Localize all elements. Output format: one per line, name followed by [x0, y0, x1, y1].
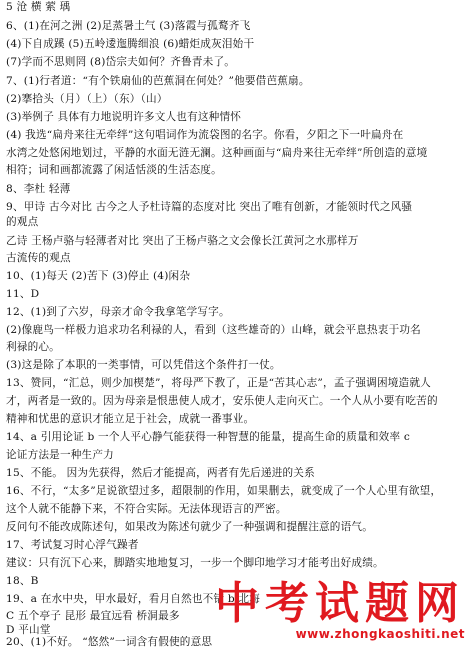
answer-line-20: 20、(1)不好。 “悠然”一词含有假使的意思 — [6, 636, 213, 648]
answer-line-15: 15、不能。 因为先获得，然后才能提高，两者有先后递进的关系 — [6, 467, 315, 479]
answer-line-9b: 的观点 — [6, 216, 39, 228]
answer-line-14b: 论证方法是一种生产力 — [6, 449, 114, 461]
answer-line-6c: (7)学而不思则罔 (8)岱宗夫如何？齐鲁青未了。 — [6, 56, 236, 68]
answer-line-12b: (2)像鹿鸟一样极力追求功名利禄的人，看到（这些雄奇的）山峰，就会平息热衷于功名 — [6, 324, 421, 336]
answer-line-19a: 19、a 在水中央，甲水最好，看月自然也不错 b 北海 — [6, 593, 260, 605]
answer-line-9a: 9、甲诗 古今对比 古今之人予杜诗篇的态度对比 突出了唯有创新，才能领时代之风骚 — [6, 201, 413, 213]
answer-line-7f: 相符；词和画都流露了闲适恬淡的生活态度。 — [6, 164, 222, 176]
answer-line-17a: 17、考试复习时心浮气躁者 — [6, 539, 139, 551]
answer-line-11: 11、D — [6, 288, 40, 300]
answer-line-7e: 水湾之处悠闲地划过，平静的水面无涟无澜。这种画面与“扁舟来往无牵绊”所创造的意境 — [6, 147, 428, 159]
answer-line-7b: (2)搴拾头（月）（上）（东）（山） — [6, 93, 168, 105]
answer-line-7c: (3)举例子 具体有力地说明许多文人也有这种情怀 — [6, 111, 242, 123]
answer-line-17b: 建议：只有沉下心来，脚踏实地地复习，一步一个脚印地学习才能考出好成绩。 — [6, 557, 384, 569]
answer-line-12d: (3)这是除了本职的一类事情，可以凭借这个条件打一仗。 — [6, 359, 281, 371]
answer-line-14a: 14、a 引用论证 b 一个人平心静气能获得一种智慧的能量，提高生命的质量和效率 c — [6, 431, 410, 443]
answer-line-12a: 12、(1)到了六岁，母亲才命令我拿笔学写字。 — [6, 306, 230, 318]
answer-line-12c: 利禄的心。 — [6, 341, 60, 353]
answer-line-8: 8、李杜 轻薄 — [6, 183, 71, 195]
answer-line-9d: 古流传的观点 — [6, 252, 71, 264]
watermark-url: www.zhongkaoshiti.net — [295, 627, 465, 641]
answer-line-13a: 13、赞同，“汇总，则少加楔楚”，将母严下教了，正是“苦其心志”，孟子强调困境造就人 — [6, 377, 431, 389]
answer-line-9c: 乙诗 王杨卢骆与轻薄者对比 突出了王杨卢骆之文会像长江黄河之水那样万 — [6, 235, 359, 247]
answer-line-13c: 精神和忧患的意识才能立足于社会，成就一番事业。 — [6, 413, 255, 425]
answer-line-7d: (4) 我选“扁舟来往无牵绊”这句唱词作为流袋图的名字。你看，夕阳之下一叶扁舟在 — [6, 129, 404, 141]
answer-line-6b: (4)下自成蹊 (5)五岭逶迤腾细浪 (6)蜡炬成灰泪始干 — [6, 38, 255, 50]
answer-line-19b: C 五个亭子 昆形 最宜远看 桥洞最多 — [6, 610, 180, 622]
answer-line-7a: 7、(1)行者道：“有个铁扇仙的芭蕉洞在何处？”他要借芭蕉扇。 — [6, 75, 310, 87]
answer-line-16b: 这个人就不能静下来，不符合实际。无法体现语言的严密。 — [6, 503, 287, 515]
answer-line-16c: 反问句不能改成陈述句，如果改为陈述句就少了一种强调和提醒注意的语气。 — [6, 521, 373, 533]
answer-line-19c: D 平山堂 — [6, 624, 51, 636]
answer-line-6a: 6、(1)在河之洲 (2)足蒸暑土气 (3)落霞与孤鹜齐飞 — [6, 20, 251, 32]
answer-line-5: 5 沧 横 萦 瑀 — [6, 1, 71, 13]
answer-line-16a: 16、不行，“太多”足说欲望过多，超限制的作用，如果删去，就变成了一个人心里有欲望， — [6, 485, 442, 497]
site-watermark — [215, 578, 465, 641]
watermark-title: 中考试题网 — [215, 578, 465, 629]
answer-line-18: 18、B — [6, 575, 39, 587]
answer-line-10: 10、(1)每天 (2)苦下 (3)停止 (4)闲杂 — [6, 270, 191, 282]
answer-line-13b: 才，两者是一致的。因为母亲是恨患使人成才，安乐使人走向灭亡。一个人从小要有吃苦的 — [6, 395, 438, 407]
